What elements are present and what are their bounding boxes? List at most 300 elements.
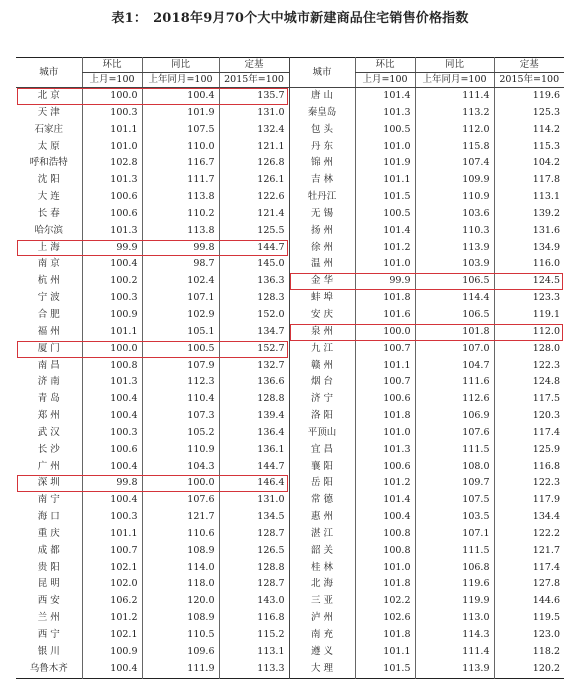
city-left-cell: 深 圳: [37, 477, 60, 489]
mom-right-cell: 101.0: [355, 425, 415, 442]
mom-right-cell: 101.3: [355, 442, 415, 459]
yoy-right-cell: 106.8: [415, 560, 494, 577]
city-right-cell: 扬 州: [289, 223, 355, 240]
fixed-right-cell: 131.6: [494, 223, 564, 240]
fixed-right-cell: 117.8: [494, 172, 564, 189]
city-left-cell: 重 庆: [37, 527, 60, 539]
fixed-left-cell: 139.4: [219, 408, 289, 425]
yoy-left-cell: 112.3: [142, 374, 219, 391]
city-right-cell: 韶 关: [289, 543, 355, 560]
fixed-left-cell: 144.7: [219, 240, 289, 257]
fixed-left-cell: 134.5: [219, 509, 289, 526]
fixed-left-cell: 145.0: [219, 256, 289, 273]
yoy-left-cell: 110.9: [142, 442, 219, 459]
fixed-right-cell: 144.6: [494, 593, 564, 610]
yoy-right-cell: 115.8: [415, 139, 494, 156]
mom-right-cell: 102.2: [355, 593, 415, 610]
mom-right-cell: 101.5: [355, 661, 415, 678]
yoy-left-cell: 118.0: [142, 576, 219, 593]
mom-left-cell: 100.0: [82, 88, 142, 105]
yoy-right-cell: 106.9: [415, 408, 494, 425]
yoy-left-cell: 110.5: [142, 627, 219, 644]
price-index-table-container: [16, 57, 564, 679]
yoy-left-cell: 102.4: [142, 273, 219, 290]
mom-right-cell: 100.7: [355, 374, 415, 391]
yoy-right-cell: 112.6: [415, 391, 494, 408]
yoy-left-cell: 107.9: [142, 358, 219, 375]
table-row: [16, 560, 564, 577]
mom-left-cell: 100.8: [82, 358, 142, 375]
yoy-right-cell: 103.5: [415, 509, 494, 526]
yoy-right-cell: 114.4: [415, 290, 494, 307]
fixed-left-cell: 144.7: [219, 459, 289, 476]
table-number: 表1：: [111, 11, 148, 26]
mom-right-cell: 101.8: [355, 290, 415, 307]
city-right-cell: 包 头: [289, 122, 355, 139]
mom-left-cell: 99.9: [82, 240, 142, 257]
city-left-cell: 哈尔滨: [34, 224, 63, 236]
mom-right-cell: 101.2: [355, 475, 415, 492]
table-title-text: 2018年9月70个大中城市新建商品住宅销售价格指数: [153, 11, 469, 26]
fixed-right-cell: 127.8: [494, 576, 564, 593]
city-right-cell: 桂 林: [289, 560, 355, 577]
mom-right-cell: 101.9: [355, 155, 415, 172]
yoy-right-cell: 111.4: [415, 88, 494, 105]
city-left-cell: 宁 波: [37, 292, 60, 304]
fixed-right-cell: 119.5: [494, 610, 564, 627]
yoy-left-cell: 110.4: [142, 391, 219, 408]
header-yoy-right: 同比: [415, 58, 494, 73]
yoy-left-cell: 111.9: [142, 661, 219, 678]
yoy-left-cell: 107.5: [142, 122, 219, 139]
yoy-left-cell: 101.9: [142, 105, 219, 122]
city-left-cell: 天 津: [37, 106, 60, 118]
yoy-left-cell: 105.2: [142, 425, 219, 442]
city-right-cell: 平顶山: [289, 425, 355, 442]
table-row: [16, 290, 564, 307]
yoy-right-cell: 111.4: [415, 644, 494, 661]
mom-right-cell: 101.4: [355, 223, 415, 240]
city-right-cell: 南 充: [289, 627, 355, 644]
price-index-table: [16, 57, 564, 679]
city-left-cell: 贵 阳: [37, 561, 60, 573]
yoy-right-cell: 110.9: [415, 189, 494, 206]
yoy-left-cell: 99.8: [142, 240, 219, 257]
city-right-cell: 惠 州: [289, 509, 355, 526]
fixed-left-cell: 125.5: [219, 223, 289, 240]
fixed-right-cell: 117.4: [494, 560, 564, 577]
yoy-left-cell: 104.3: [142, 459, 219, 476]
mom-left-cell: 101.3: [82, 374, 142, 391]
city-right-cell: 襄 阳: [289, 459, 355, 476]
yoy-left-cell: 98.7: [142, 256, 219, 273]
table-row: [16, 576, 564, 593]
yoy-left-cell: 109.6: [142, 644, 219, 661]
yoy-left-cell: 116.7: [142, 155, 219, 172]
fixed-right-cell: 119.6: [494, 88, 564, 105]
city-right-cell: 泉 州: [289, 324, 355, 341]
table-row: [16, 240, 564, 257]
yoy-right-cell: 109.9: [415, 172, 494, 189]
city-right-cell: 济 宁: [289, 391, 355, 408]
fixed-right-cell: 120.2: [494, 661, 564, 678]
yoy-right-cell: 111.5: [415, 442, 494, 459]
fixed-right-cell: 112.0: [494, 324, 564, 341]
table-row: [16, 442, 564, 459]
table-row: [16, 206, 564, 223]
mom-left-cell: 101.0: [82, 139, 142, 156]
table-row: [16, 475, 564, 492]
city-right-cell: 九 江: [289, 341, 355, 358]
table-row: [16, 273, 564, 290]
yoy-right-cell: 113.0: [415, 610, 494, 627]
city-right-cell: 泸 州: [289, 610, 355, 627]
fixed-right-cell: 119.1: [494, 307, 564, 324]
fixed-left-cell: 121.4: [219, 206, 289, 223]
fixed-right-cell: 117.5: [494, 391, 564, 408]
fixed-left-cell: 132.7: [219, 358, 289, 375]
fixed-left-cell: 113.1: [219, 644, 289, 661]
fixed-left-cell: 115.2: [219, 627, 289, 644]
fixed-right-cell: 104.2: [494, 155, 564, 172]
mom-right-cell: 101.8: [355, 576, 415, 593]
fixed-right-cell: 116.8: [494, 459, 564, 476]
city-right-cell: 安 庆: [289, 307, 355, 324]
yoy-left-cell: 100.0: [142, 475, 219, 492]
fixed-left-cell: 146.4: [219, 475, 289, 492]
city-left-cell: 成 都: [37, 544, 60, 556]
yoy-right-cell: 107.4: [415, 155, 494, 172]
mom-left-cell: 100.9: [82, 307, 142, 324]
fixed-left-cell: 113.3: [219, 661, 289, 678]
mom-left-cell: 101.2: [82, 610, 142, 627]
mom-right-cell: 101.4: [355, 88, 415, 105]
mom-right-cell: 101.8: [355, 408, 415, 425]
city-left-cell: 西 宁: [37, 629, 60, 640]
mom-right-cell: 100.8: [355, 543, 415, 560]
yoy-right-cell: 107.6: [415, 425, 494, 442]
mom-left-cell: 100.4: [82, 492, 142, 509]
fixed-left-cell: 131.0: [219, 492, 289, 509]
header-fixed-sub-right: 2015年=100: [494, 73, 564, 88]
mom-left-cell: 106.2: [82, 593, 142, 610]
fixed-left-cell: 143.0: [219, 593, 289, 610]
fixed-left-cell: 134.7: [219, 324, 289, 341]
mom-right-cell: 101.0: [355, 256, 415, 273]
city-right-cell: 烟 台: [289, 374, 355, 391]
fixed-left-cell: 136.3: [219, 273, 289, 290]
yoy-left-cell: 107.6: [142, 492, 219, 509]
city-right-cell: 赣 州: [289, 358, 355, 375]
mom-left-cell: 100.6: [82, 189, 142, 206]
yoy-left-cell: 110.0: [142, 139, 219, 156]
city-left-cell: 郑 州: [37, 410, 60, 422]
mom-left-cell: 101.3: [82, 223, 142, 240]
yoy-right-cell: 107.0: [415, 341, 494, 358]
mom-right-cell: 101.1: [355, 358, 415, 375]
table-row: [16, 223, 564, 240]
city-right-cell: 蚌 埠: [289, 290, 355, 307]
city-left-cell: 呼和浩特: [29, 157, 68, 169]
fixed-left-cell: 131.0: [219, 105, 289, 122]
yoy-right-cell: 109.7: [415, 475, 494, 492]
yoy-left-cell: 121.7: [142, 509, 219, 526]
table-row: [16, 661, 564, 678]
yoy-right-cell: 113.9: [415, 661, 494, 678]
header-city-right: 城市: [289, 58, 355, 88]
mom-right-cell: 101.8: [355, 627, 415, 644]
city-right-cell: 秦皇岛: [289, 105, 355, 122]
city-left-cell: 福 州: [37, 325, 60, 337]
table-row: [16, 307, 564, 324]
city-left-cell: 石家庄: [34, 123, 63, 135]
mom-right-cell: 100.5: [355, 122, 415, 139]
mom-right-cell: 100.0: [355, 324, 415, 341]
fixed-right-cell: 121.7: [494, 543, 564, 560]
header-yoy-left: 同比: [142, 58, 219, 73]
mom-right-cell: 101.2: [355, 240, 415, 257]
yoy-right-cell: 107.1: [415, 526, 494, 543]
mom-left-cell: 100.6: [82, 442, 142, 459]
city-right-cell: 三 亚: [289, 593, 355, 610]
fixed-left-cell: 122.6: [219, 189, 289, 206]
mom-left-cell: 100.7: [82, 543, 142, 560]
city-right-cell: 无 锡: [289, 206, 355, 223]
city-right-cell: 吉 林: [289, 172, 355, 189]
table-row: [16, 509, 564, 526]
city-left-cell: 广 州: [37, 460, 60, 472]
yoy-right-cell: 112.0: [415, 122, 494, 139]
mom-right-cell: 100.5: [355, 206, 415, 223]
mom-left-cell: 101.1: [82, 526, 142, 543]
city-right-cell: 金 华: [289, 273, 355, 290]
city-left-cell: 西 安: [37, 595, 60, 607]
fixed-right-cell: 134.9: [494, 240, 564, 257]
yoy-right-cell: 111.6: [415, 374, 494, 391]
table-row: [16, 593, 564, 610]
table-row: [16, 341, 564, 358]
table-row: [16, 610, 564, 627]
mom-right-cell: 100.6: [355, 391, 415, 408]
header-fixed-right: 定基: [494, 58, 564, 73]
yoy-left-cell: 113.8: [142, 189, 219, 206]
table-row: [16, 374, 564, 391]
fixed-right-cell: 124.8: [494, 374, 564, 391]
yoy-left-cell: 105.1: [142, 324, 219, 341]
fixed-left-cell: 152.0: [219, 307, 289, 324]
mom-right-cell: 100.8: [355, 526, 415, 543]
mom-left-cell: 102.1: [82, 627, 142, 644]
fixed-left-cell: 136.4: [219, 425, 289, 442]
table-row: [16, 358, 564, 375]
yoy-left-cell: 110.2: [142, 206, 219, 223]
table-row: [16, 172, 564, 189]
mom-left-cell: 102.8: [82, 155, 142, 172]
city-left-cell: 南 京: [37, 258, 60, 270]
city-left-cell: 长 沙: [37, 443, 60, 455]
fixed-right-cell: 117.4: [494, 425, 564, 442]
header-fixed-left: 定基: [219, 58, 289, 73]
yoy-right-cell: 113.9: [415, 240, 494, 257]
mom-right-cell: 100.6: [355, 459, 415, 476]
mom-left-cell: 99.8: [82, 475, 142, 492]
table-body: [16, 88, 564, 679]
header-fixed-sub-left: 2015年=100: [219, 73, 289, 88]
fixed-right-cell: 123.0: [494, 627, 564, 644]
city-right-cell: 大 理: [289, 661, 355, 678]
mom-left-cell: 100.4: [82, 256, 142, 273]
city-left-cell: 长 春: [37, 207, 60, 219]
mom-left-cell: 100.2: [82, 273, 142, 290]
fixed-left-cell: 128.7: [219, 526, 289, 543]
fixed-left-cell: 152.7: [219, 341, 289, 358]
table-row: [16, 492, 564, 509]
city-left-cell: 乌鲁木齐: [29, 662, 68, 674]
fixed-right-cell: 116.0: [494, 256, 564, 273]
yoy-left-cell: 100.5: [142, 341, 219, 358]
mom-right-cell: 100.4: [355, 509, 415, 526]
city-right-cell: 牡丹江: [289, 189, 355, 206]
yoy-left-cell: 107.3: [142, 408, 219, 425]
city-left-cell: 青 岛: [37, 393, 60, 405]
mom-left-cell: 100.6: [82, 206, 142, 223]
city-right-cell: 徐 州: [289, 240, 355, 257]
mom-left-cell: 101.3: [82, 172, 142, 189]
yoy-left-cell: 114.0: [142, 560, 219, 577]
fixed-right-cell: 124.5: [494, 273, 564, 290]
mom-left-cell: 100.3: [82, 509, 142, 526]
header-mom-right: 环比: [355, 58, 415, 73]
fixed-left-cell: 135.7: [219, 88, 289, 105]
fixed-left-cell: 121.1: [219, 139, 289, 156]
fixed-right-cell: 122.3: [494, 358, 564, 375]
mom-left-cell: 100.4: [82, 408, 142, 425]
table-row: [16, 88, 564, 105]
header-mom-sub-left: 上月=100: [82, 73, 142, 88]
city-left-cell: 武 汉: [37, 426, 60, 438]
fixed-left-cell: 116.8: [219, 610, 289, 627]
mom-right-cell: 99.9: [355, 273, 415, 290]
fixed-right-cell: 128.0: [494, 341, 564, 358]
fixed-right-cell: 122.2: [494, 526, 564, 543]
mom-right-cell: 101.4: [355, 492, 415, 509]
mom-right-cell: 101.1: [355, 644, 415, 661]
fixed-right-cell: 122.3: [494, 475, 564, 492]
mom-left-cell: 100.3: [82, 105, 142, 122]
city-left-cell: 厦 门: [37, 342, 60, 354]
yoy-right-cell: 110.3: [415, 223, 494, 240]
mom-left-cell: 100.4: [82, 459, 142, 476]
table-row: [16, 105, 564, 122]
yoy-left-cell: 113.8: [142, 223, 219, 240]
fixed-left-cell: 128.8: [219, 391, 289, 408]
fixed-left-cell: 126.5: [219, 543, 289, 560]
yoy-left-cell: 100.4: [142, 88, 219, 105]
fixed-right-cell: 120.3: [494, 408, 564, 425]
fixed-right-cell: 113.1: [494, 189, 564, 206]
fixed-left-cell: 128.8: [219, 560, 289, 577]
table-row: [16, 122, 564, 139]
yoy-left-cell: 110.6: [142, 526, 219, 543]
fixed-right-cell: 117.9: [494, 492, 564, 509]
table-row: [16, 139, 564, 156]
yoy-right-cell: 108.0: [415, 459, 494, 476]
city-right-cell: 湛 江: [289, 526, 355, 543]
city-right-cell: 洛 阳: [289, 408, 355, 425]
mom-left-cell: 100.4: [82, 391, 142, 408]
city-left-cell: 济 南: [37, 376, 60, 388]
fixed-right-cell: 118.2: [494, 644, 564, 661]
mom-left-cell: 100.3: [82, 290, 142, 307]
mom-right-cell: 101.5: [355, 189, 415, 206]
city-left-cell: 北 京: [37, 90, 60, 101]
yoy-right-cell: 106.5: [415, 273, 494, 290]
yoy-left-cell: 120.0: [142, 593, 219, 610]
table-row: [16, 644, 564, 661]
fixed-left-cell: 136.6: [219, 374, 289, 391]
table-row: [16, 526, 564, 543]
yoy-right-cell: 104.7: [415, 358, 494, 375]
fixed-left-cell: 128.3: [219, 290, 289, 307]
city-left-cell: 沈 阳: [37, 174, 60, 186]
table-row: [16, 189, 564, 206]
yoy-left-cell: 108.9: [142, 543, 219, 560]
mom-left-cell: 102.1: [82, 560, 142, 577]
fixed-right-cell: 114.2: [494, 122, 564, 139]
header-yoy-sub-right: 上年同月=100: [415, 73, 494, 88]
mom-left-cell: 102.0: [82, 576, 142, 593]
fixed-right-cell: 139.2: [494, 206, 564, 223]
header-row-main: [16, 58, 564, 73]
mom-left-cell: 100.0: [82, 341, 142, 358]
city-left-cell: 杭 州: [37, 275, 60, 287]
mom-right-cell: 100.7: [355, 341, 415, 358]
table-row: [16, 627, 564, 644]
city-left-cell: 海 口: [37, 511, 60, 523]
yoy-right-cell: 106.5: [415, 307, 494, 324]
mom-left-cell: 101.1: [82, 122, 142, 139]
yoy-left-cell: 102.9: [142, 307, 219, 324]
city-right-cell: 北 海: [289, 576, 355, 593]
yoy-right-cell: 113.2: [415, 105, 494, 122]
city-left-cell: 昆 明: [37, 578, 60, 590]
mom-right-cell: 101.1: [355, 172, 415, 189]
fixed-left-cell: 136.1: [219, 442, 289, 459]
mom-right-cell: 101.0: [355, 139, 415, 156]
fixed-left-cell: 126.8: [219, 155, 289, 172]
city-right-cell: 常 德: [289, 492, 355, 509]
fixed-right-cell: 115.3: [494, 139, 564, 156]
header-city-left: 城市: [16, 58, 82, 88]
city-right-cell: 温 州: [289, 256, 355, 273]
city-left-cell: 银 川: [37, 645, 60, 657]
fixed-right-cell: 125.3: [494, 105, 564, 122]
city-right-cell: 唐 山: [289, 88, 355, 105]
city-left-cell: 合 肥: [37, 308, 60, 320]
header-mom-left: 环比: [82, 58, 142, 73]
yoy-right-cell: 111.5: [415, 543, 494, 560]
city-left-cell: 南 昌: [37, 359, 60, 371]
mom-left-cell: 100.3: [82, 425, 142, 442]
city-right-cell: 锦 州: [289, 155, 355, 172]
yoy-left-cell: 111.7: [142, 172, 219, 189]
table-row: [16, 459, 564, 476]
table-row: [16, 256, 564, 273]
mom-right-cell: 101.0: [355, 560, 415, 577]
yoy-right-cell: 119.6: [415, 576, 494, 593]
yoy-left-cell: 108.9: [142, 610, 219, 627]
city-left-cell: 大 连: [37, 191, 60, 203]
